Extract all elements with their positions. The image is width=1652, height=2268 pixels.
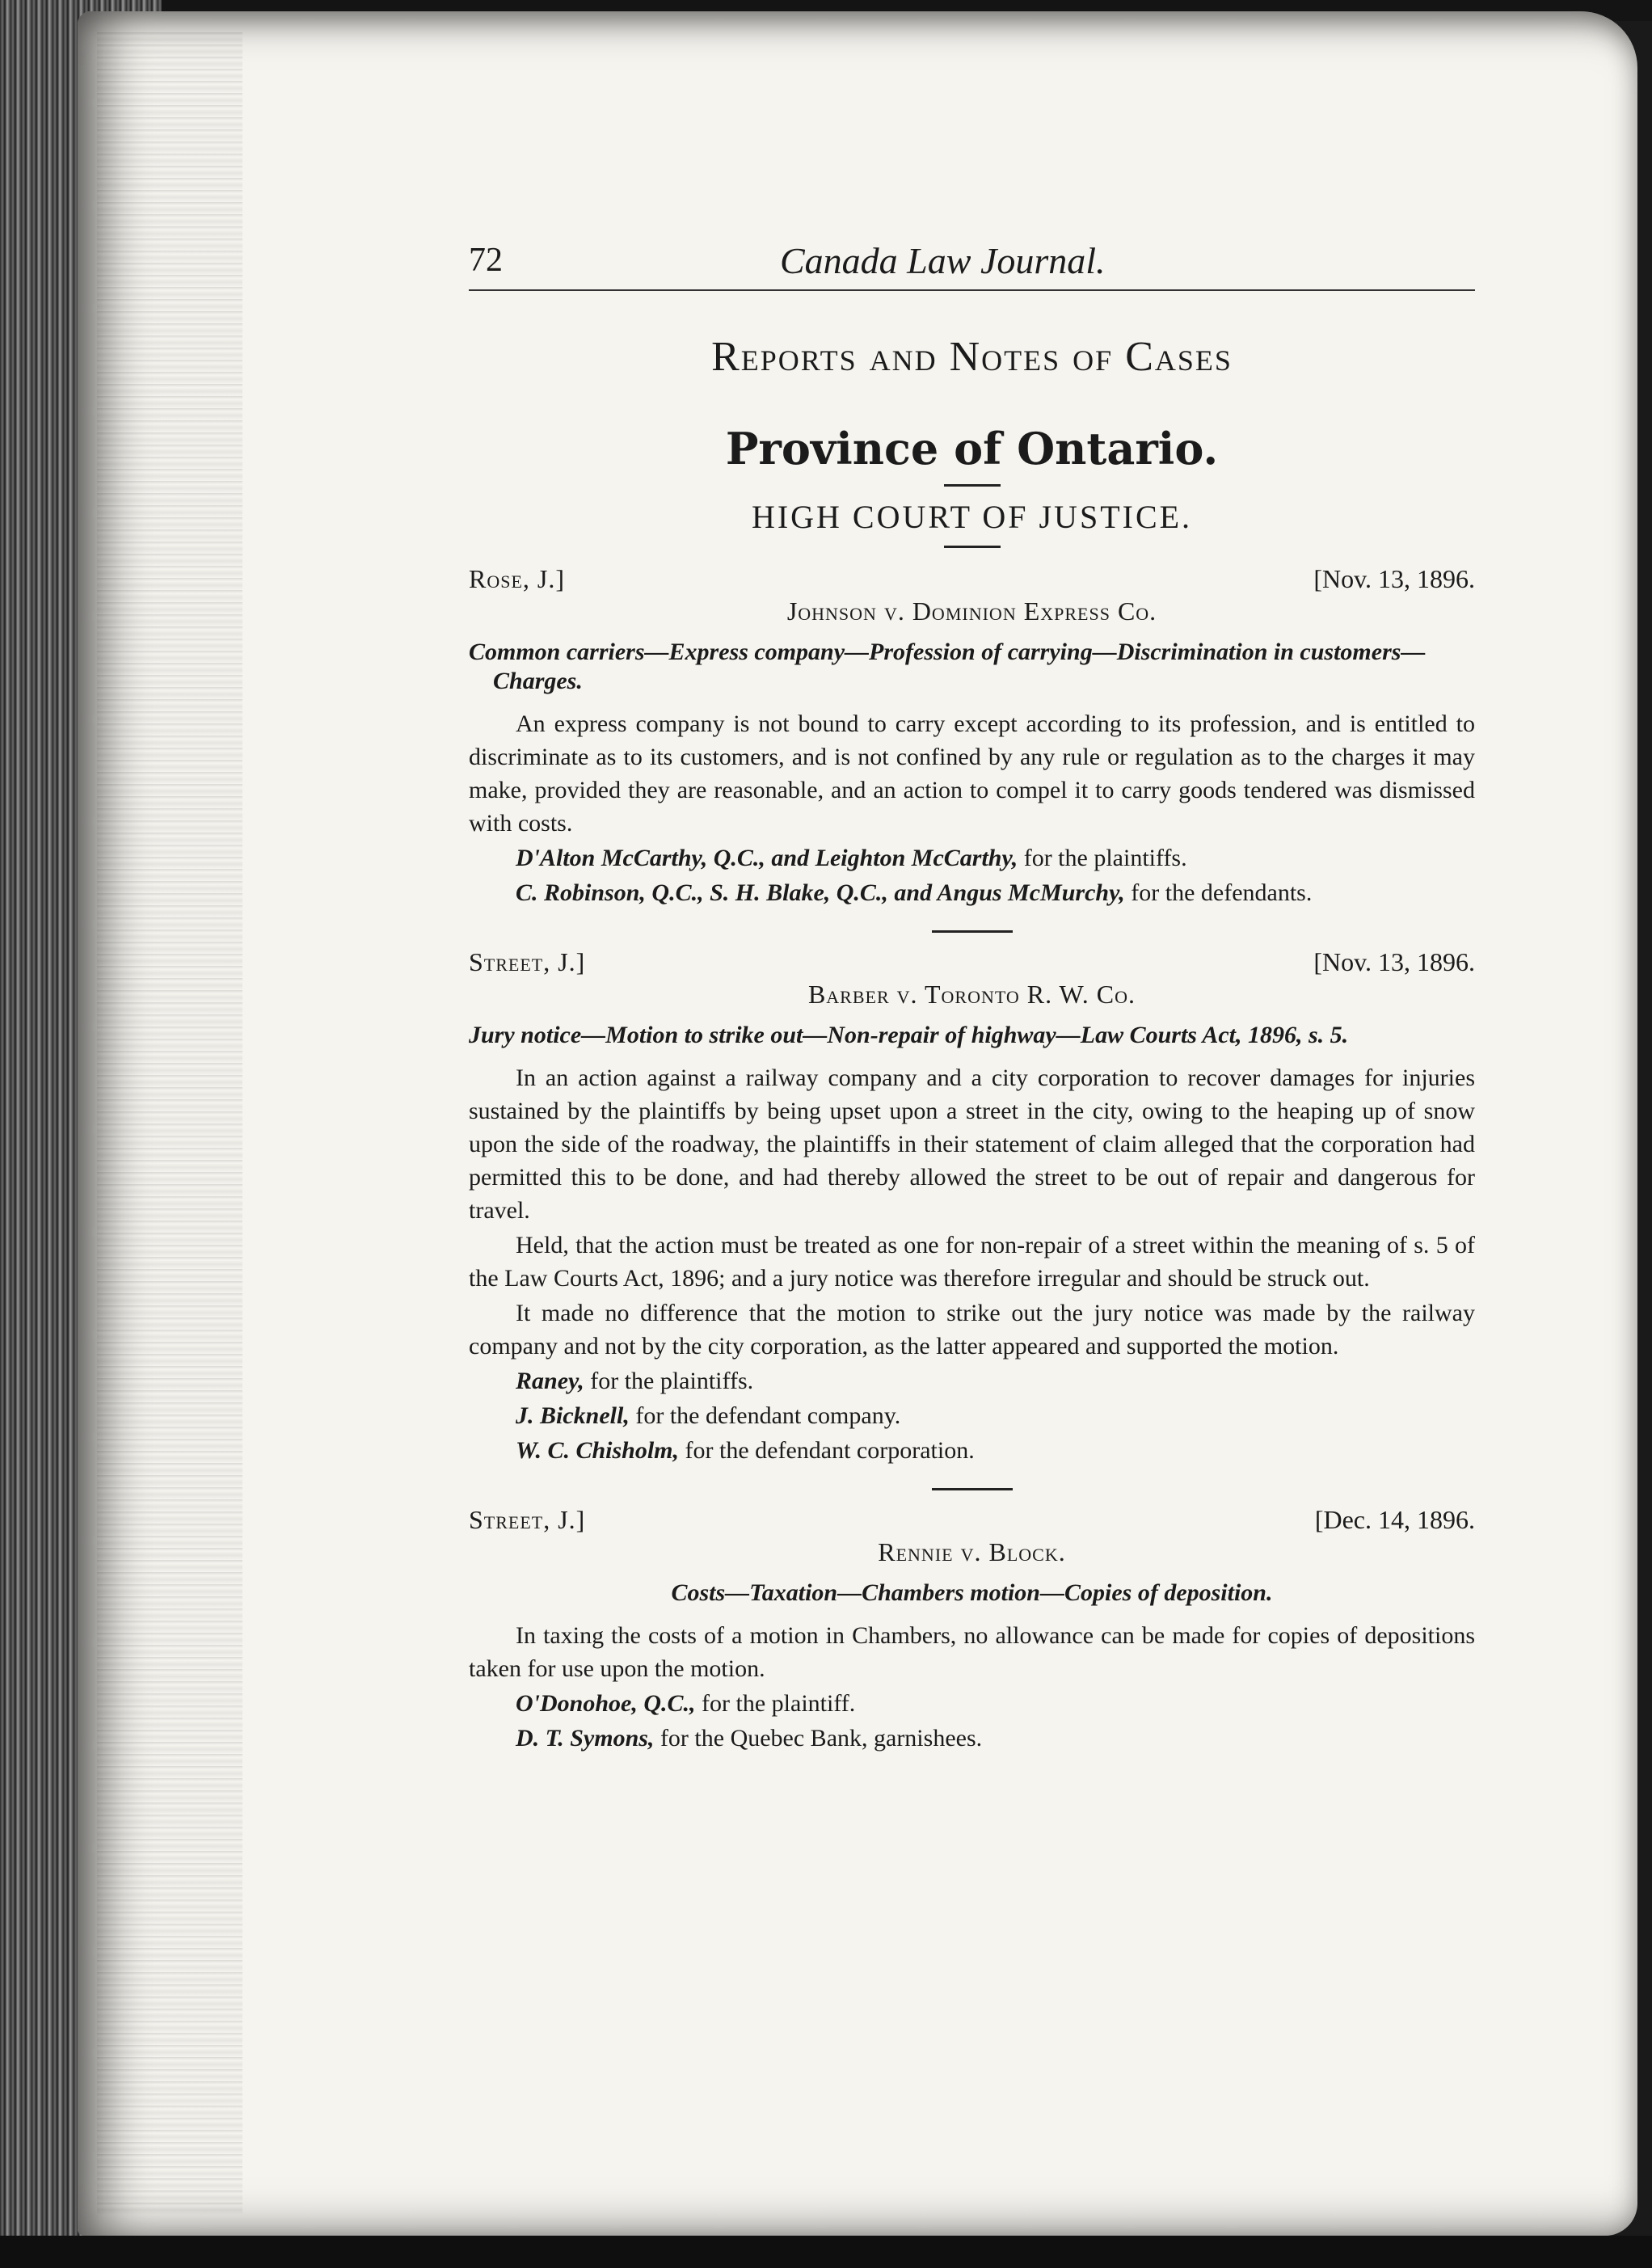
counsel-line [469, 1687, 1475, 1720]
case-header [469, 947, 1475, 983]
counsel-names: C. Robinson, Q.C., S. H. Blake, Q.C., and Angus McMurchy, [516, 879, 1125, 906]
case-entry [469, 564, 1475, 909]
counsel-line [469, 1434, 1475, 1467]
case-headnote: Costs—Taxation—Chambers motion—Copies of deposition. [671, 1579, 1273, 1606]
case-date: [Nov. 13, 1896. [1313, 564, 1475, 593]
counsel-role: for the defendants. [1131, 879, 1313, 906]
case-date: [Dec. 14, 1896. [1314, 1505, 1475, 1534]
counsel-line [469, 1399, 1475, 1432]
counsel-names: W. C. Chisholm, [516, 1437, 680, 1464]
journal-title: Canada Law Journal. [780, 240, 1106, 281]
running-header [469, 239, 1475, 291]
counsel-role: for the defendant company. [635, 1402, 901, 1429]
divider [944, 484, 1001, 487]
case-paragraph: Held, that the action must be treated as one for non-repair of a street within the meaning of s. 5 of the Law Courts Act, 1896; and a jury notice was therefore irregular and should be struck out. [469, 1232, 1475, 1292]
case-headnote: Jury notice—Motion to strike out—Non-repair of highway—Law Courts Act, 1896, s. 5. [469, 1022, 1349, 1048]
case-entry [469, 947, 1475, 1467]
case-header [469, 1505, 1475, 1541]
case-name: Rennie v. Block. [878, 1537, 1066, 1566]
divider [944, 546, 1001, 548]
section-title: Reports and Notes of Cases [711, 334, 1233, 380]
case-paragraph: In an action against a railway company and a city corporation to recover damages for injuries sustained by the plaintiffs by being upset upon a street in the city, owing to the heaping up of snow upon the side of the roadway, the plaintiffs in their statement of claim alleged that the corporation had permitted this to be done, and had thereby allowed the street to be out of repair and dangerous for travel. [469, 1064, 1475, 1224]
counsel-role: for the plaintiff. [702, 1690, 856, 1717]
counsel-line [469, 841, 1475, 875]
case-judge: Street, J.] [469, 947, 586, 976]
case-header [469, 564, 1475, 600]
counsel-line [469, 1364, 1475, 1397]
page-content [469, 239, 1475, 1755]
case-name: Barber v. Toronto R. W. Co. [807, 980, 1136, 1009]
divider [932, 1488, 1013, 1490]
counsel-names: O'Donohoe, Q.C., [516, 1690, 696, 1717]
gutter-shadow [97, 32, 242, 2215]
case-headnote: Common carriers—Express company—Profession of carrying—Discrimination in customers—Charges. [469, 639, 1426, 694]
case-paragraph: An express company is not bound to carry except according to its profession, and is entitled to discriminate as to its customers, and is not confined by any rule or regulation as to the charges it may make, provided they are reasonable, and an action to compel it to carry goods tendered was dismissed with costs. [469, 710, 1475, 837]
case-judge: Rose, J.] [469, 564, 566, 593]
counsel-role: for the plaintiffs. [590, 1368, 754, 1394]
case-paragraph: In taxing the costs of a motion in Chambers, no allowance can be made for copies of depositions taken for use upon the motion. [469, 1622, 1475, 1682]
case-judge: Street, J.] [469, 1505, 586, 1534]
counsel-names: D'Alton McCarthy, Q.C., and Leighton McCarthy, [516, 845, 1018, 871]
case-paragraph: It made no difference that the motion to strike out the jury notice was made by the railway company and not by the city corporation, as the latter appeared and supported the motion. [469, 1300, 1475, 1360]
case-entry [469, 1505, 1475, 1755]
counsel-names: D. T. Symons, [516, 1725, 655, 1752]
court-heading: HIGH COURT OF JUSTICE. [751, 499, 1193, 535]
counsel-role: for the defendant corporation. [685, 1437, 975, 1464]
divider [932, 930, 1013, 933]
province-heading: Province of Ontario. [725, 423, 1219, 474]
case-date: [Nov. 13, 1896. [1313, 947, 1475, 976]
page-number: 72 [469, 242, 503, 279]
counsel-line [469, 876, 1475, 909]
counsel-line [469, 1722, 1475, 1755]
counsel-names: Raney, [516, 1368, 584, 1394]
scan-bottom-edge [0, 2236, 1652, 2268]
counsel-role: for the plaintiffs. [1023, 845, 1187, 871]
case-name: Johnson v. Dominion Express Co. [786, 597, 1157, 626]
counsel-role: for the Quebec Bank, garnishees. [660, 1725, 983, 1752]
counsel-names: J. Bicknell, [516, 1402, 630, 1429]
